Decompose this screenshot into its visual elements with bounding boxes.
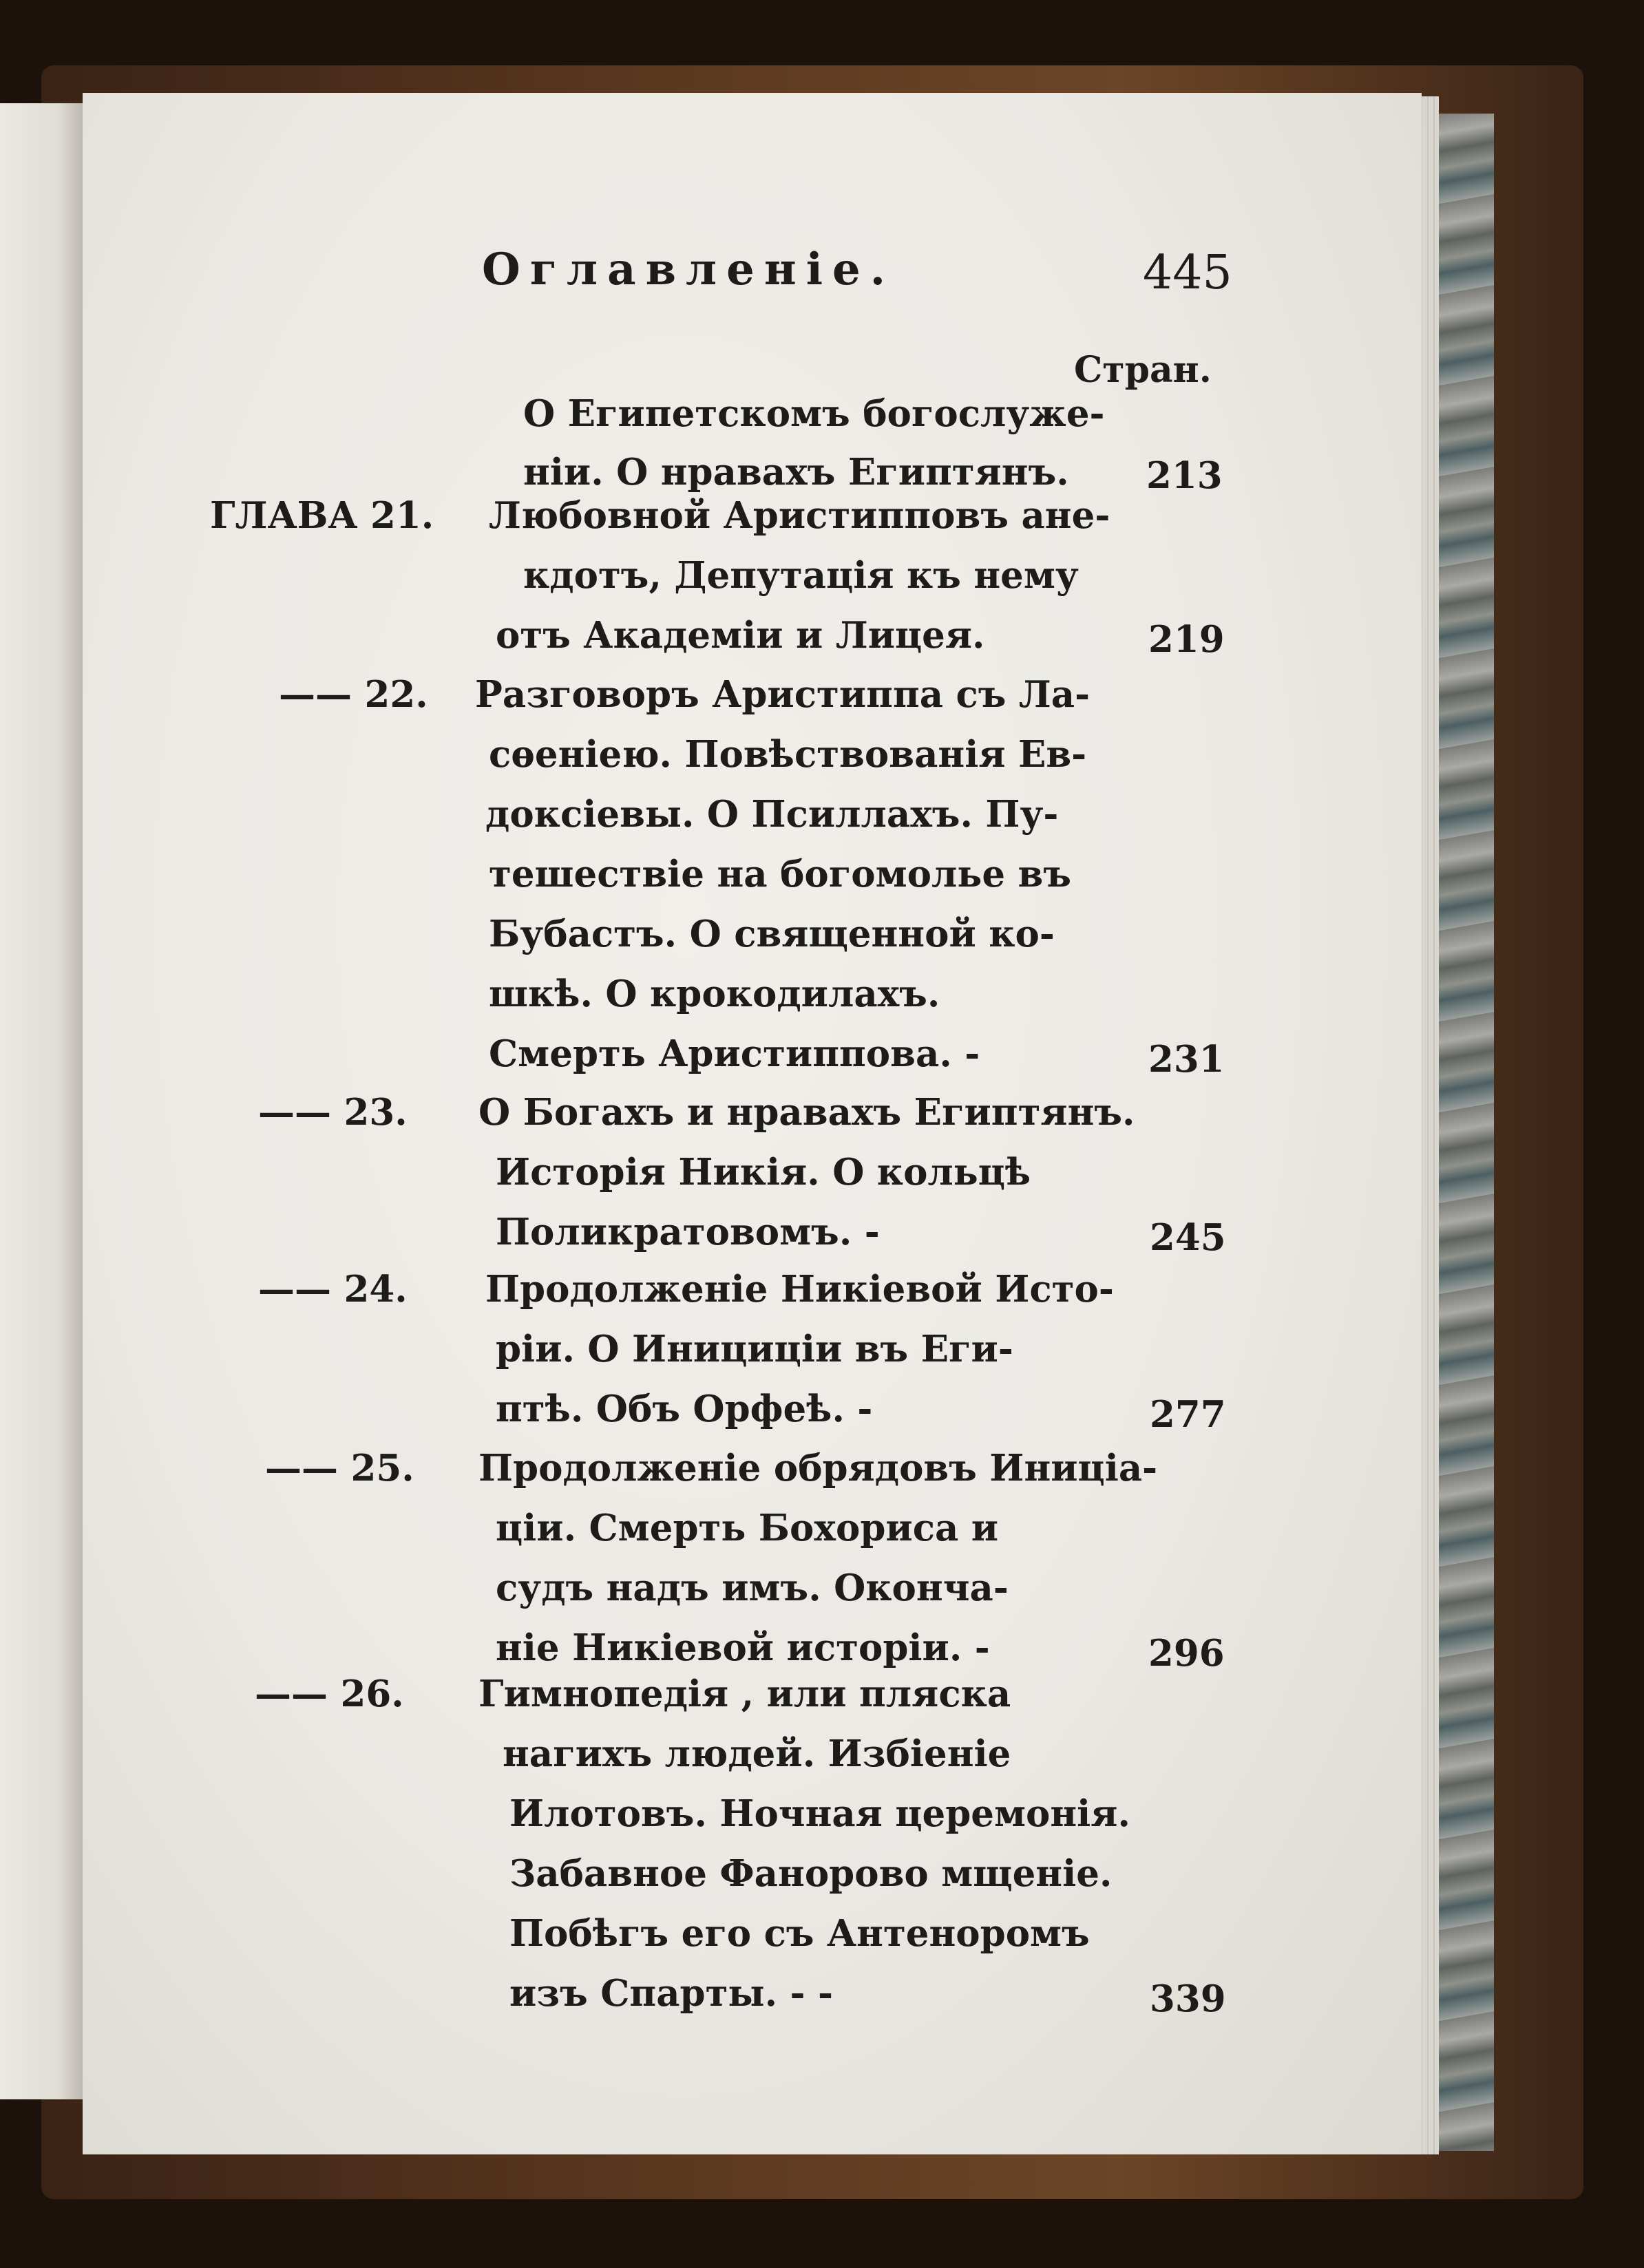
toc-line: О Египетскомъ богослуже- [523,392,1105,435]
toc-line: птѣ. Объ Орфеѣ. - [496,1388,873,1430]
chapter-label: —— 26. [255,1673,404,1715]
toc-page-number: 231 [1148,1038,1225,1081]
toc-line: Продолженіе Никіевой Исто- [485,1268,1114,1311]
toc-page-number: 296 [1148,1632,1225,1675]
toc-page-number: 219 [1148,618,1225,661]
toc-line: тешествіе на богомолье въ [489,853,1071,895]
toc-line: ціи. Смерть Бохориса и [496,1507,999,1549]
toc-line: Илотовъ. Ночная церемонія. [509,1792,1130,1835]
toc-line: Продолженіе обрядовъ Иниціа- [478,1447,1158,1490]
toc-line: доксіевы. О Псиллахъ. Пу- [485,793,1059,836]
toc-line: Бубастъ. О священной ко- [489,913,1055,955]
marbled-edge [1435,114,1494,2151]
toc-line: ніе Никіевой исторіи. - [496,1626,990,1669]
chapter-label: —— 22. [279,673,428,716]
toc-line: сѳеніею. Повѣствованія Ев- [489,733,1087,776]
toc-page-number: 339 [1150,1978,1226,2020]
chapter-label: ГЛАВА 21. [210,494,434,537]
chapter-label: —— 23. [258,1091,408,1134]
running-title: Оглавленіе. [482,244,896,295]
toc-line: Смерть Аристиппова. - [489,1032,980,1075]
page-number: 445 [1143,246,1232,300]
toc-line: Забавное Фанорово мщеніе. [509,1852,1113,1895]
toc-line: ніи. О нравахъ Египтянъ. [523,451,1069,494]
column-heading: Стран. [1074,349,1212,391]
toc-line: Исторія Никія. О кольцѣ [496,1151,1031,1194]
toc-line: изъ Спарты. - - [509,1972,833,2015]
chapter-label: —— 24. [258,1268,408,1311]
toc-line: Побѣгъ его съ Антеноромъ [509,1912,1090,1955]
toc-line: Разговоръ Аристиппа съ Ла- [475,673,1090,716]
left-page-edge [0,103,83,2099]
toc-line: шкѣ. О крокодилахъ. [489,973,940,1015]
toc-page-number: 245 [1150,1216,1226,1259]
toc-line: судъ надъ имъ. Оконча- [496,1567,1009,1609]
toc-line: О Богахъ и нравахъ Египтянъ. [478,1091,1135,1134]
toc-line: Любовной Аристипповъ ане- [489,494,1110,537]
toc-line: отъ Академіи и Лицея. [496,614,985,657]
toc-page-number: 277 [1150,1393,1226,1436]
toc-line: Поликратовомъ. - [496,1211,880,1253]
toc-line: ріи. О Инициціи въ Еги- [496,1328,1013,1370]
toc-page-number: 213 [1146,454,1223,497]
toc-line: нагихъ людей. Избіеніе [503,1732,1011,1775]
book-page [83,93,1422,2154]
chapter-label: —— 25. [265,1447,414,1490]
toc-line: Гимнопедія , или пляска [478,1673,1011,1715]
toc-line: кдотъ, Депутація къ нему [523,554,1079,597]
